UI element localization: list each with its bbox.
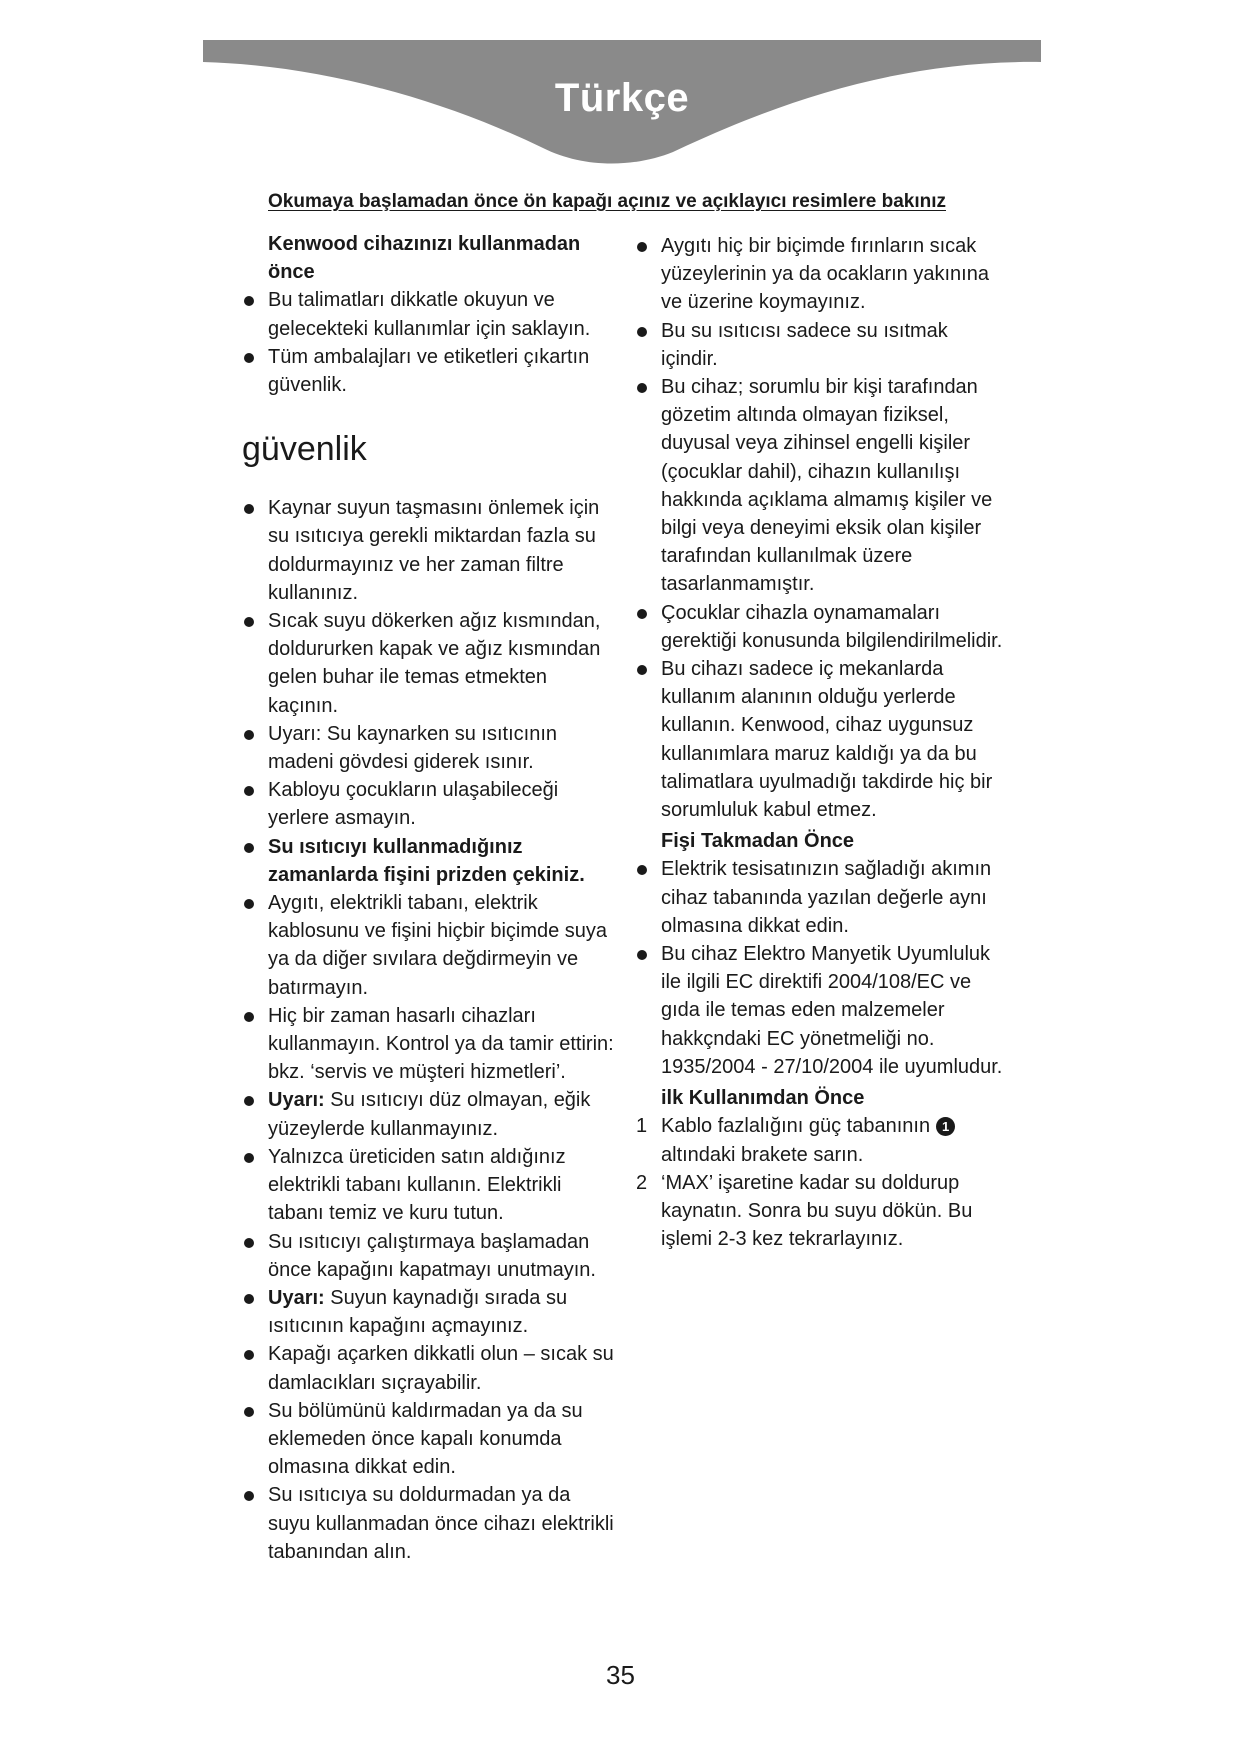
- list-item: Uyarı: Suyun kaynadığı sırada su ısıtıcının kapağını açmayınız.: [268, 1284, 618, 1340]
- list-item: Bu cihaz; sorumlu bir kişi tarafından gözetim altında olmayan fiziksel, duyusal veya zihinsel engelli kişiler (çocuklar dahil), cihazın kullanılışı hakkında açıklama almamış kişiler ve bilgi veya deneyimi eksik olan kişiler tarafından kullanılmak üzere tasarlanmamıştır.: [661, 373, 1006, 599]
- list-item: Elektrik tesisatınızın sağladığı akımın cihaz tabanında yazılan değerle aynı olmasına dikkat edin.: [661, 855, 1006, 940]
- page-number: 35: [606, 1660, 635, 1690]
- right-column: [636, 232, 1006, 1253]
- step-number: 1: [636, 1115, 648, 1138]
- list-item: Su ısıtıcıya su doldurmadan ya da suyu kullanmadan önce cihazı elektrikli tabanından alın.: [268, 1481, 618, 1566]
- list-item: Aygıtı, elektrikli tabanı, elektrik kablosunu ve fişini hiçbir biçimde suya ya da diğer sıvılara değdirmeyin ve batırmayın.: [268, 889, 618, 1002]
- figure-ref-badge: 1: [936, 1117, 955, 1136]
- list-item: Kaynar suyun taşmasını önlemek için su ısıtıcıya gerekli miktardan fazla su doldurmayınız ve her zaman filtre kullanınız.: [268, 494, 618, 607]
- first-use-heading: ilk Kullanımdan Önce: [661, 1087, 865, 1110]
- list-item: Bu talimatları dikkatle okuyun ve gelecekteki kullanımlar için saklayın.: [268, 286, 618, 342]
- step-item: 1 Kablo fazlalığını güç tabanının 1 altındaki brakete sarın.: [661, 1112, 1006, 1168]
- step-item: 2 ‘MAX’ işaretine kadar su doldurup kaynatın. Sonra bu suyu dökün. Bu işlemi 2-3 kez tekrarlayınız.: [661, 1169, 1006, 1254]
- list-item: Kapağı açarken dikkatli olun – sıcak su damlacıkları sıçrayabilir.: [268, 1340, 618, 1396]
- page-title: Türkçe: [554, 76, 690, 120]
- section-title-safety: güvenlik: [242, 430, 367, 469]
- list-item: Çocuklar cihazla oynamamaları gerektiği konusunda bilgilendirilmelidir.: [661, 599, 1006, 655]
- header-banner: [203, 40, 1041, 175]
- list-item: Uyarı: Su ısıtıcıyı düz olmayan, eğik yüzeylerde kullanmayınız.: [268, 1086, 618, 1142]
- list-item: Bu su ısıtıcısı sadece su ısıtmak içindir.: [661, 317, 1006, 373]
- list-item: Bu cihaz Elektro Manyetik Uyumluluk ile ilgili EC direktifi 2004/108/EC ve gıda ile temas eden malzemeler hakkçndaki EC yönetmeliği no. 1935/2004 - 27/10/2004 ile uyumludur.: [661, 940, 1006, 1081]
- list-item: Aygıtı hiç bir biçimde fırınların sıcak yüzeylerinin ya da ocakların yakınına ve üzerine koymayınız.: [661, 232, 1006, 317]
- list-item: Su bölümünü kaldırmadan ya da su eklemeden önce kapalı konumda olmasına dikkat edin.: [268, 1397, 618, 1482]
- before-use-heading: Kenwood cihazınızı kullanmadan önce: [268, 233, 581, 284]
- list-item: Bu cihazı sadece iç mekanlarda kullanım alanının olduğu yerlerde kullanın. Kenwood, cihaz uygunsuz kullanımlara maruz kaldığı ya da bu talimatlara uyulmadığı takdirde hiç bir sorumluluk kabul etmez.: [661, 655, 1006, 824]
- intro-note: Okumaya başlamadan önce ön kapağı açınız ve açıklayıcı resimlere bakınız: [268, 191, 946, 212]
- list-item: Uyarı: Su kaynarken su ısıtıcının madeni gövdesi giderek ısınır.: [268, 720, 618, 776]
- list-item: Kabloyu çocukların ulaşabileceği yerlere asmayın.: [268, 776, 618, 832]
- list-item: Su ısıtıcıyı çalıştırmaya başlamadan önce kapağını kapatmayı unutmayın.: [268, 1228, 618, 1284]
- left-column: [242, 230, 618, 1566]
- list-item: Sıcak suyu dökerken ağız kısmından, doldururken kapak ve ağız kısmından gelen buhar ile temas etmekten kaçının.: [268, 607, 618, 720]
- list-item: Yalnızca üreticiden satın aldığınız elektrikli tabanı kullanın. Elektrikli tabanı temiz ve kuru tutun.: [268, 1143, 618, 1228]
- list-item: Tüm ambalajları ve etiketleri çıkartın güvenlik.: [268, 343, 618, 399]
- step-number: 2: [636, 1171, 648, 1194]
- list-item: Su ısıtıcıyı kullanmadığınız zamanlarda fişini prizden çekiniz.: [268, 833, 618, 889]
- before-plugging-heading: Fişi Takmadan Önce: [661, 830, 855, 853]
- list-item: Hiç bir zaman hasarlı cihazları kullanmayın. Kontrol ya da tamir ettirin: bkz. ‘servis ve müşteri hizmetleri’.: [268, 1002, 618, 1087]
